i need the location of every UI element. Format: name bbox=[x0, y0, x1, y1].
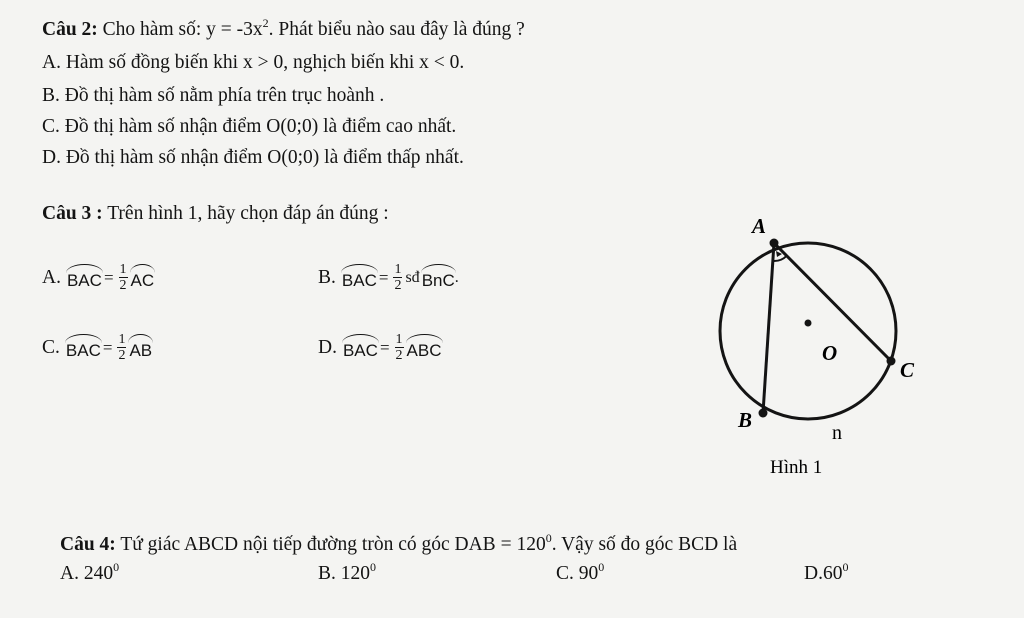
arc-rhs: ABC bbox=[407, 334, 442, 361]
arc-lhs: BAC bbox=[66, 334, 101, 361]
label-a: A bbox=[752, 214, 767, 238]
arc-lhs: BAC bbox=[343, 334, 378, 361]
point-a bbox=[770, 239, 779, 248]
option-period: . bbox=[454, 268, 459, 286]
q2-option-b: B. Đồ thị hàm số nằm phía trên trục hoành . bbox=[42, 85, 385, 106]
q3-option-letter: A. bbox=[42, 266, 61, 288]
point-o bbox=[805, 320, 812, 327]
equals-sign: = bbox=[103, 267, 114, 287]
q3-option-a bbox=[42, 262, 154, 293]
q4-option-c bbox=[556, 559, 605, 586]
q4-option-text: A. 240 bbox=[60, 563, 114, 584]
label-n: n bbox=[832, 422, 842, 444]
q4-stem bbox=[60, 530, 738, 557]
q4-option-text: D.60 bbox=[804, 563, 843, 584]
q4-degree: 0 bbox=[545, 530, 552, 545]
q3-label: Câu 3 : bbox=[42, 203, 103, 224]
arc-rhs: AC bbox=[131, 264, 155, 291]
q2-stem-tail: . Phát biểu nào sau đây là đúng ? bbox=[268, 19, 525, 40]
arc-rhs: AB bbox=[129, 334, 152, 361]
fraction-denominator: 2 bbox=[394, 278, 402, 293]
figure-caption: Hình 1 bbox=[770, 457, 823, 478]
q2-option-d: D. Đồ thị hàm số nhận điểm O(0;0) là điểm thấp nhất. bbox=[42, 147, 464, 168]
arc-lhs: BAC bbox=[67, 264, 102, 291]
angle-mark bbox=[773, 256, 787, 261]
figure-1-circle-diagram bbox=[690, 205, 950, 485]
q3-stem bbox=[42, 202, 389, 226]
fraction-half bbox=[117, 332, 126, 363]
q2-exponent: 2 bbox=[262, 15, 269, 30]
equals-sign: = bbox=[102, 337, 113, 357]
q4-option-text: C. 90 bbox=[556, 563, 599, 584]
fraction-half bbox=[119, 262, 128, 293]
q3-option-c bbox=[42, 332, 152, 363]
q3-stem-text: Trên hình 1, hãy chọn đáp án đúng : bbox=[107, 203, 389, 224]
label-b: B bbox=[738, 408, 753, 432]
q3-option-letter: B. bbox=[318, 266, 336, 288]
q2-stem bbox=[42, 15, 525, 42]
circle-outline bbox=[720, 243, 896, 419]
fraction-numerator: 1 bbox=[394, 262, 402, 277]
q4-option-d bbox=[804, 559, 849, 586]
fraction-numerator: 1 bbox=[118, 332, 126, 347]
q4-option-a bbox=[60, 559, 120, 586]
q3-option-letter: C. bbox=[42, 336, 60, 358]
q3-option-letter: D. bbox=[318, 336, 337, 358]
fraction-denominator: 2 bbox=[118, 348, 126, 363]
q2-option-c: C. Đồ thị hàm số nhận điểm O(0;0) là điểm cao nhất. bbox=[42, 116, 457, 137]
q4-option-degree: 0 bbox=[842, 559, 849, 574]
q2-stem-text: Cho hàm số: y = -3x bbox=[102, 19, 263, 40]
q3-option-b bbox=[318, 262, 461, 293]
equals-sign: = bbox=[379, 337, 390, 357]
q4-option-degree: 0 bbox=[370, 559, 377, 574]
q4-option-degree: 0 bbox=[598, 559, 605, 574]
measure-symbol: sđ bbox=[405, 268, 420, 286]
arc-lhs: BAC bbox=[342, 264, 377, 291]
point-c bbox=[887, 357, 896, 366]
q4-stem-tail: . Vậy số đo góc BCD là bbox=[551, 534, 738, 555]
fraction-denominator: 2 bbox=[395, 348, 403, 363]
q4-stem-text: Tứ giác ABCD nội tiếp đường tròn có góc DAB = 120 bbox=[120, 534, 546, 555]
point-b bbox=[759, 409, 768, 418]
q4-option-degree: 0 bbox=[113, 559, 120, 574]
arc-rhs: BnC bbox=[422, 264, 455, 291]
fraction-numerator: 1 bbox=[395, 332, 403, 347]
q4-option-b bbox=[318, 559, 377, 586]
q2-label: Câu 2: bbox=[42, 19, 98, 40]
q3-option-d bbox=[318, 332, 442, 363]
fraction-denominator: 2 bbox=[119, 278, 127, 293]
fraction-half bbox=[395, 332, 404, 363]
label-o: O bbox=[822, 341, 838, 365]
q4-option-text: B. 120 bbox=[318, 563, 371, 584]
equals-sign: = bbox=[378, 267, 389, 287]
label-c: C bbox=[900, 358, 915, 382]
q4-label: Câu 4: bbox=[60, 534, 116, 555]
fraction-half bbox=[393, 262, 402, 293]
chord-ab bbox=[763, 243, 774, 413]
fraction-numerator: 1 bbox=[119, 262, 127, 277]
q2-option-a: A. Hàm số đồng biến khi x > 0, nghịch biến khi x < 0. bbox=[42, 52, 465, 73]
